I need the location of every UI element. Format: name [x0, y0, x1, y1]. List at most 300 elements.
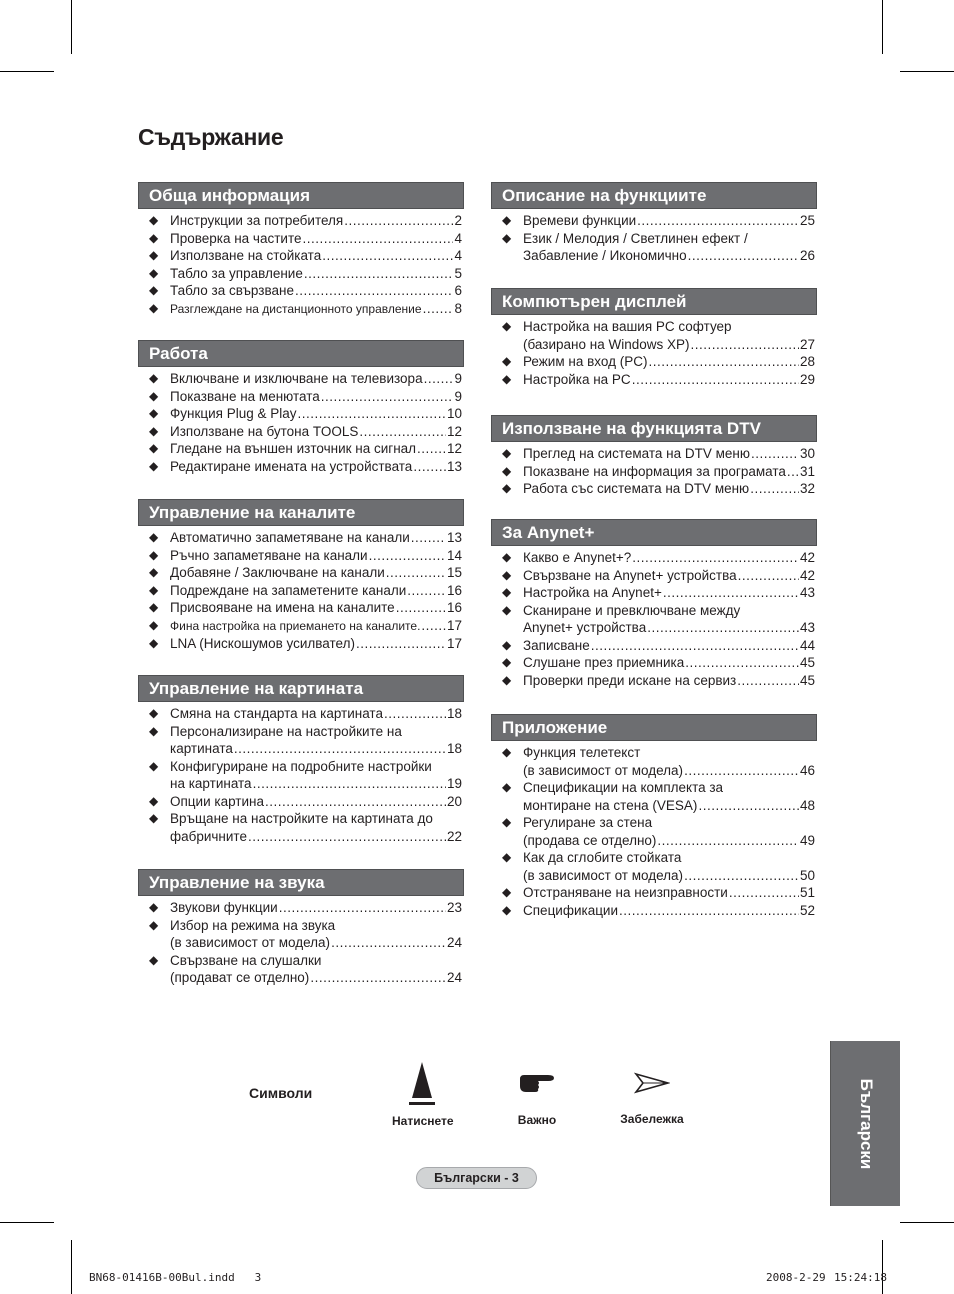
toc-entry-text: на картината [170, 776, 252, 791]
diamond-bullet-icon: ◆ [502, 602, 512, 617]
toc-entry [138, 247, 464, 265]
diamond-bullet-icon: ◆ [502, 815, 512, 829]
toc-entry-text: Присвояване на имена на каналите [170, 600, 395, 615]
toc-entry-text: Проверка на частите [170, 230, 302, 246]
diamond-bullet-icon: ◆ [149, 547, 159, 562]
toc-entry-line [170, 440, 462, 458]
diamond-bullet-icon: ◆ [149, 900, 159, 914]
dot-leader [413, 458, 446, 476]
dot-leader [417, 440, 446, 458]
toc-entry [138, 705, 464, 723]
dot-leader [684, 867, 799, 885]
dot-leader [310, 969, 446, 987]
diamond-bullet-icon: ◆ [149, 600, 159, 614]
toc-entry-text: Показване на менютата [170, 388, 320, 404]
toc-entry-text: Спецификации [523, 902, 619, 918]
footer-file: BN68-01416B-00Bul.indd 3 [89, 1271, 262, 1284]
symbol-press [392, 1060, 452, 1128]
toc-entry [138, 810, 464, 845]
toc-page-number: 29 [799, 371, 815, 387]
symbol-important-caption: Важно [517, 1113, 557, 1127]
diamond-bullet-icon: ◆ [502, 319, 512, 333]
toc-entry-text: Гледане на външен източник на сигнал [170, 441, 417, 456]
diamond-bullet-icon: ◆ [149, 300, 159, 315]
toc-entry [138, 282, 464, 300]
section-header: За Anynet+ [491, 519, 817, 546]
diamond-bullet-icon: ◆ [149, 406, 159, 420]
section-header: Работа [138, 340, 464, 367]
toc-entry-text: (продават се отделно) [170, 970, 310, 985]
toc-entry-text: Режим на вход (PC) [523, 354, 648, 369]
toc-entry-text: Автоматично запаметяване на канали [170, 530, 410, 545]
toc-section [491, 288, 817, 388]
toc-entry [138, 547, 464, 565]
toc-entry-line [170, 388, 462, 406]
section-items [138, 370, 464, 475]
diamond-bullet-icon: ◆ [149, 617, 159, 632]
toc-entry-line [170, 547, 462, 565]
section-items [138, 705, 464, 845]
dot-leader [738, 567, 799, 585]
toc-page-number: 52 [799, 902, 815, 918]
toc-entry-text: Настройка на PC [523, 371, 631, 387]
toc-entry [491, 463, 817, 481]
toc-entry-line [170, 405, 462, 423]
diamond-bullet-icon: ◆ [149, 283, 159, 297]
crop-mark [882, 0, 883, 54]
toc-entry-text: Как да сглобите стойката [523, 850, 682, 865]
toc-entry-line [170, 247, 462, 265]
toc-entry-text: Език / Мелодия / Светлинен ефект / [523, 230, 748, 246]
footer-date: 2008-2-29 [766, 1271, 826, 1284]
toc-page-number: 24 [446, 970, 462, 985]
toc-section [138, 499, 464, 653]
toc-page-number: 42 [799, 567, 815, 583]
toc-entry [138, 617, 464, 636]
toc-page-number: 31 [799, 463, 815, 479]
toc-entry-line [170, 705, 462, 723]
page-number-badge: Български - 3 [416, 1167, 537, 1189]
toc-entry-line [170, 599, 462, 617]
toc-entry [491, 371, 817, 389]
toc-entry [491, 779, 817, 814]
toc-entry-text: Връщане на настройките на картината до [170, 811, 433, 826]
crop-mark [882, 1240, 883, 1294]
toc-page-number: 45 [799, 655, 815, 670]
toc-section [491, 519, 817, 689]
toc-entry [138, 230, 464, 248]
toc-entry-line [523, 602, 815, 620]
toc-entry-text: Подреждане на запаметените канали [170, 582, 407, 598]
toc-entry-text: Показване на информация за програмата [523, 463, 786, 479]
toc-page-number: 43 [799, 585, 815, 600]
toc-entry [491, 902, 817, 920]
toc-entry [491, 884, 817, 902]
toc-entry-line [170, 758, 462, 776]
toc-entry [491, 318, 817, 353]
toc-entry [491, 744, 817, 779]
toc-page-number: 30 [799, 446, 815, 461]
toc-page-number: 2 [454, 213, 462, 228]
diamond-bullet-icon: ◆ [502, 780, 512, 794]
toc-entry-text: Добавяне / Заключване на канали [170, 565, 385, 580]
diamond-bullet-icon: ◆ [149, 723, 159, 738]
toc-entry-line [523, 584, 815, 602]
toc-entry [138, 265, 464, 283]
diamond-bullet-icon: ◆ [502, 567, 512, 582]
toc-section [491, 714, 817, 919]
toc-entry-line [170, 740, 462, 758]
diamond-bullet-icon: ◆ [502, 585, 512, 599]
toc-entry [138, 952, 464, 987]
toc-page-number: 24 [446, 935, 462, 950]
toc-entry-text: Персонализиране на настройките на [170, 723, 402, 739]
toc-entry-text: Свързване на Anynet+ устройства [523, 567, 737, 583]
toc-page-number: 20 [446, 793, 462, 809]
toc-entry-line [170, 212, 462, 230]
toc-entry-text: (в зависимост от модела) [523, 762, 684, 778]
toc-entry-line [170, 617, 462, 636]
crop-mark [71, 0, 72, 54]
dot-leader [295, 282, 454, 300]
dot-leader [322, 247, 453, 265]
toc-entry-text: Разглеждане на дистанционното управление [170, 301, 422, 316]
section-header: Управление на картината [138, 675, 464, 702]
toc-entry-text: Преглед на системата на DTV меню [523, 446, 750, 461]
toc-entry [138, 899, 464, 917]
toc-entry-text: Настройка на вашия PC софтуер [523, 319, 732, 334]
toc-entry-line [523, 762, 815, 780]
diamond-bullet-icon: ◆ [149, 793, 159, 808]
toc-entry-line [170, 370, 462, 388]
toc-entry-text: Проверки преди искане на сервиз [523, 672, 737, 688]
dot-leader [637, 212, 799, 230]
toc-entry [491, 445, 817, 463]
toc-entry [138, 758, 464, 793]
toc-entry [138, 564, 464, 582]
toc-entry [138, 635, 464, 653]
diamond-bullet-icon: ◆ [502, 463, 512, 478]
pen-nib-arrow-icon [634, 1072, 670, 1094]
toc-entry-line [170, 952, 462, 970]
toc-entry-line [523, 318, 815, 336]
toc-entry [491, 849, 817, 884]
diamond-bullet-icon: ◆ [149, 917, 159, 932]
dot-leader [396, 599, 446, 617]
diamond-bullet-icon: ◆ [149, 423, 159, 438]
dot-leader [648, 353, 799, 371]
toc-entry-text: Смяна на стандарта на картината [170, 706, 383, 721]
toc-entry-line [170, 917, 462, 935]
toc-page-number: 19 [446, 776, 462, 791]
diamond-bullet-icon: ◆ [502, 655, 512, 669]
section-header: Компютърен дисплей [491, 288, 817, 315]
toc-page-number: 5 [454, 265, 462, 281]
toc-page-number: 42 [799, 550, 815, 565]
diamond-bullet-icon: ◆ [502, 371, 512, 386]
toc-page-number: 22 [446, 828, 462, 844]
toc-entry-line [170, 810, 462, 828]
toc-entry-text: (в зависимост от модела) [523, 867, 684, 883]
dot-leader [234, 740, 446, 758]
toc-entry-line [523, 832, 815, 850]
toc-entry [491, 480, 817, 498]
toc-entry-text: Конфигуриране на подробните настройки [170, 758, 432, 774]
toc-entry [138, 917, 464, 952]
toc-entry-line [523, 230, 815, 248]
toc-entry-text: Ръчно запаметяване на канали [170, 547, 368, 563]
toc-entry [138, 212, 464, 230]
toc-page-number: 16 [446, 582, 462, 598]
toc-entry-line [170, 828, 462, 846]
toc-entry-text: Включване и изключване на телевизора [170, 371, 423, 386]
toc-page-number: 12 [446, 423, 462, 439]
toc-page-number: 10 [446, 406, 462, 421]
toc-entry-text: картината [170, 741, 233, 756]
toc-entry-line [170, 899, 462, 917]
toc-page-number: 9 [454, 388, 462, 404]
toc-entry-line [170, 529, 462, 547]
diamond-bullet-icon: ◆ [149, 441, 159, 455]
toc-page-number: 44 [799, 637, 815, 653]
toc-page-number: 13 [446, 530, 462, 545]
diamond-bullet-icon: ◆ [502, 230, 512, 245]
dot-leader [684, 762, 799, 780]
section-items [491, 549, 817, 689]
toc-entry-line [523, 353, 815, 371]
toc-entry-text: LNA (Нискошумов усилвател) [170, 636, 355, 651]
toc-page-number: 46 [799, 762, 815, 778]
section-header: Описание на функциите [491, 182, 817, 209]
dot-leader [344, 212, 453, 230]
toc-entry-text: Слушане през приемника [523, 655, 685, 670]
diamond-bullet-icon: ◆ [502, 672, 512, 687]
toc-entry [491, 584, 817, 602]
toc-page-number: 17 [446, 617, 462, 633]
toc-entry-line [170, 582, 462, 600]
diamond-bullet-icon: ◆ [502, 446, 512, 460]
toc-page-number: 27 [799, 336, 815, 352]
symbol-note [620, 1072, 684, 1126]
toc-page-number: 23 [446, 900, 462, 915]
section-items [138, 212, 464, 318]
toc-section [138, 182, 464, 318]
dot-leader [424, 370, 454, 388]
diamond-bullet-icon: ◆ [149, 230, 159, 245]
toc-entry [491, 212, 817, 230]
toc-page-number: 9 [454, 371, 462, 386]
toc-entry-text: Времеви функции [523, 213, 637, 228]
dot-leader [787, 463, 799, 481]
toc-entry [138, 582, 464, 600]
toc-entry [138, 300, 464, 319]
crop-mark [900, 71, 954, 72]
diamond-bullet-icon: ◆ [502, 213, 512, 227]
toc-entry-line [170, 793, 462, 811]
toc-entry-line [523, 463, 815, 481]
toc-entry-text: Табло за свързване [170, 283, 294, 298]
toc-entry-text: Anynet+ устройства [523, 620, 647, 635]
dot-leader [359, 423, 446, 441]
section-items [491, 212, 817, 265]
toc-entry-line [523, 884, 815, 902]
toc-page-number: 4 [454, 248, 462, 263]
toc-entry [138, 370, 464, 388]
diamond-bullet-icon: ◆ [502, 745, 512, 759]
toc-entry-line [170, 775, 462, 793]
language-tab [830, 1041, 900, 1206]
section-items [491, 445, 817, 498]
page-title: Съдържание [138, 124, 284, 150]
toc-entry [138, 423, 464, 441]
toc-section [138, 869, 464, 987]
toc-entry-line [523, 567, 815, 585]
toc-entry-text: Опции картина [170, 793, 264, 809]
dot-leader [386, 564, 446, 582]
dot-leader [591, 637, 799, 655]
toc-entry-text: Какво е Anynet+? [523, 550, 632, 565]
toc-entry [491, 549, 817, 567]
dot-leader [685, 654, 799, 672]
diamond-bullet-icon: ◆ [149, 758, 159, 773]
toc-entry-line [523, 480, 815, 498]
diamond-bullet-icon: ◆ [149, 248, 159, 262]
toc-entry-line [170, 934, 462, 952]
dot-leader [647, 619, 799, 637]
dot-leader [751, 445, 799, 463]
diamond-bullet-icon: ◆ [149, 371, 159, 385]
toc-entry-text: Сканиране и превключване между [523, 602, 741, 618]
toc-section [138, 675, 464, 845]
section-header: Управление на каналите [138, 499, 464, 526]
toc-entry-text: (продава се отделно) [523, 832, 657, 848]
toc-entry-text: Отстраняване на неизправности [523, 885, 728, 900]
dot-leader [331, 934, 446, 952]
toc-entry-line [523, 371, 815, 389]
toc-entry [491, 637, 817, 655]
toc-entry-line [170, 564, 462, 582]
toc-entry-line [523, 637, 815, 655]
dot-leader [619, 902, 799, 920]
toc-entry-line [523, 654, 815, 672]
diamond-bullet-icon: ◆ [149, 265, 159, 280]
dot-leader [729, 884, 799, 902]
diamond-bullet-icon: ◆ [149, 565, 159, 579]
toc-entry-text: Функция Plug & Play [170, 406, 297, 421]
dot-leader [690, 336, 798, 354]
dot-leader [663, 584, 799, 602]
toc-entry-text: Регулиране за стена [523, 815, 653, 830]
toc-page-number: 14 [446, 547, 462, 563]
crop-mark [0, 71, 54, 72]
toc-entry-line [170, 230, 462, 248]
toc-page-number: 43 [799, 620, 815, 635]
toc-page-number: 16 [446, 600, 462, 615]
symbol-press-caption: Натиснете [392, 1114, 454, 1128]
diamond-bullet-icon: ◆ [502, 354, 512, 368]
toc-entry-text: Спецификации на комплекта за [523, 780, 724, 795]
pointing-hand-icon [518, 1071, 556, 1095]
toc-entry-text: Свързване на слушалки [170, 952, 322, 968]
toc-page-number: 18 [446, 706, 462, 721]
diamond-bullet-icon: ◆ [502, 550, 512, 564]
toc-page-number: 26 [799, 248, 815, 263]
toc-entry-text: (базирано на Windows XP) [523, 336, 690, 352]
toc-entry [138, 723, 464, 758]
toc-entry [138, 440, 464, 458]
dot-leader [384, 705, 446, 723]
toc-entry [138, 793, 464, 811]
toc-page-number: 32 [799, 481, 815, 496]
toc-entry-line [523, 619, 815, 637]
dot-leader [688, 247, 799, 265]
diamond-bullet-icon: ◆ [149, 636, 159, 650]
toc-entry-line [523, 445, 815, 463]
dot-leader [356, 635, 446, 653]
dot-leader [407, 582, 446, 600]
diamond-bullet-icon: ◆ [149, 530, 159, 544]
toc-entry-line [523, 247, 815, 265]
toc-page-number: 8 [454, 300, 462, 316]
toc-entry-line [523, 867, 815, 885]
diamond-bullet-icon: ◆ [149, 706, 159, 720]
toc-entry-line [523, 902, 815, 920]
diamond-bullet-icon: ◆ [502, 885, 512, 899]
dot-leader [423, 300, 454, 318]
press-triangle-icon [409, 1060, 435, 1108]
toc-entry [491, 672, 817, 690]
toc-entry-text: Табло за управление [170, 265, 303, 281]
toc-page-number: 49 [799, 832, 815, 848]
toc-entry-line [170, 265, 462, 283]
diamond-bullet-icon: ◆ [502, 481, 512, 495]
symbol-note-caption: Забележка [620, 1112, 684, 1126]
section-items [491, 318, 817, 388]
section-items [138, 899, 464, 987]
dot-leader [737, 672, 799, 690]
toc-entry [138, 599, 464, 617]
toc-page-number: 13 [446, 458, 462, 474]
toc-entry [138, 405, 464, 423]
dot-leader [698, 797, 799, 815]
toc-entry-text: Функция телетекст [523, 745, 641, 760]
toc-section [491, 182, 817, 265]
symbol-important [510, 1071, 564, 1127]
dot-leader [253, 775, 446, 793]
language-tab-label: Български [856, 1078, 876, 1169]
diamond-bullet-icon: ◆ [149, 388, 159, 403]
toc-entry-line [523, 672, 815, 690]
section-header: Приложение [491, 714, 817, 741]
dot-leader [657, 832, 799, 850]
diamond-bullet-icon: ◆ [149, 458, 159, 473]
section-items [491, 744, 817, 919]
diamond-bullet-icon: ◆ [149, 952, 159, 967]
crop-mark [71, 1240, 72, 1294]
toc-entry-line [523, 849, 815, 867]
toc-entry-line [170, 723, 462, 741]
dot-leader [411, 529, 446, 547]
crop-mark [0, 1222, 54, 1223]
toc-entry-line [170, 423, 462, 441]
footer-time: 15:24:18 [834, 1271, 887, 1284]
dot-leader [369, 547, 446, 565]
dot-leader [321, 388, 454, 406]
toc-section [491, 415, 817, 498]
toc-entry-text: Избор на режима на звука [170, 917, 336, 933]
symbols-label: Символи [249, 1085, 313, 1101]
toc-entry-text: фабричните [170, 828, 247, 844]
